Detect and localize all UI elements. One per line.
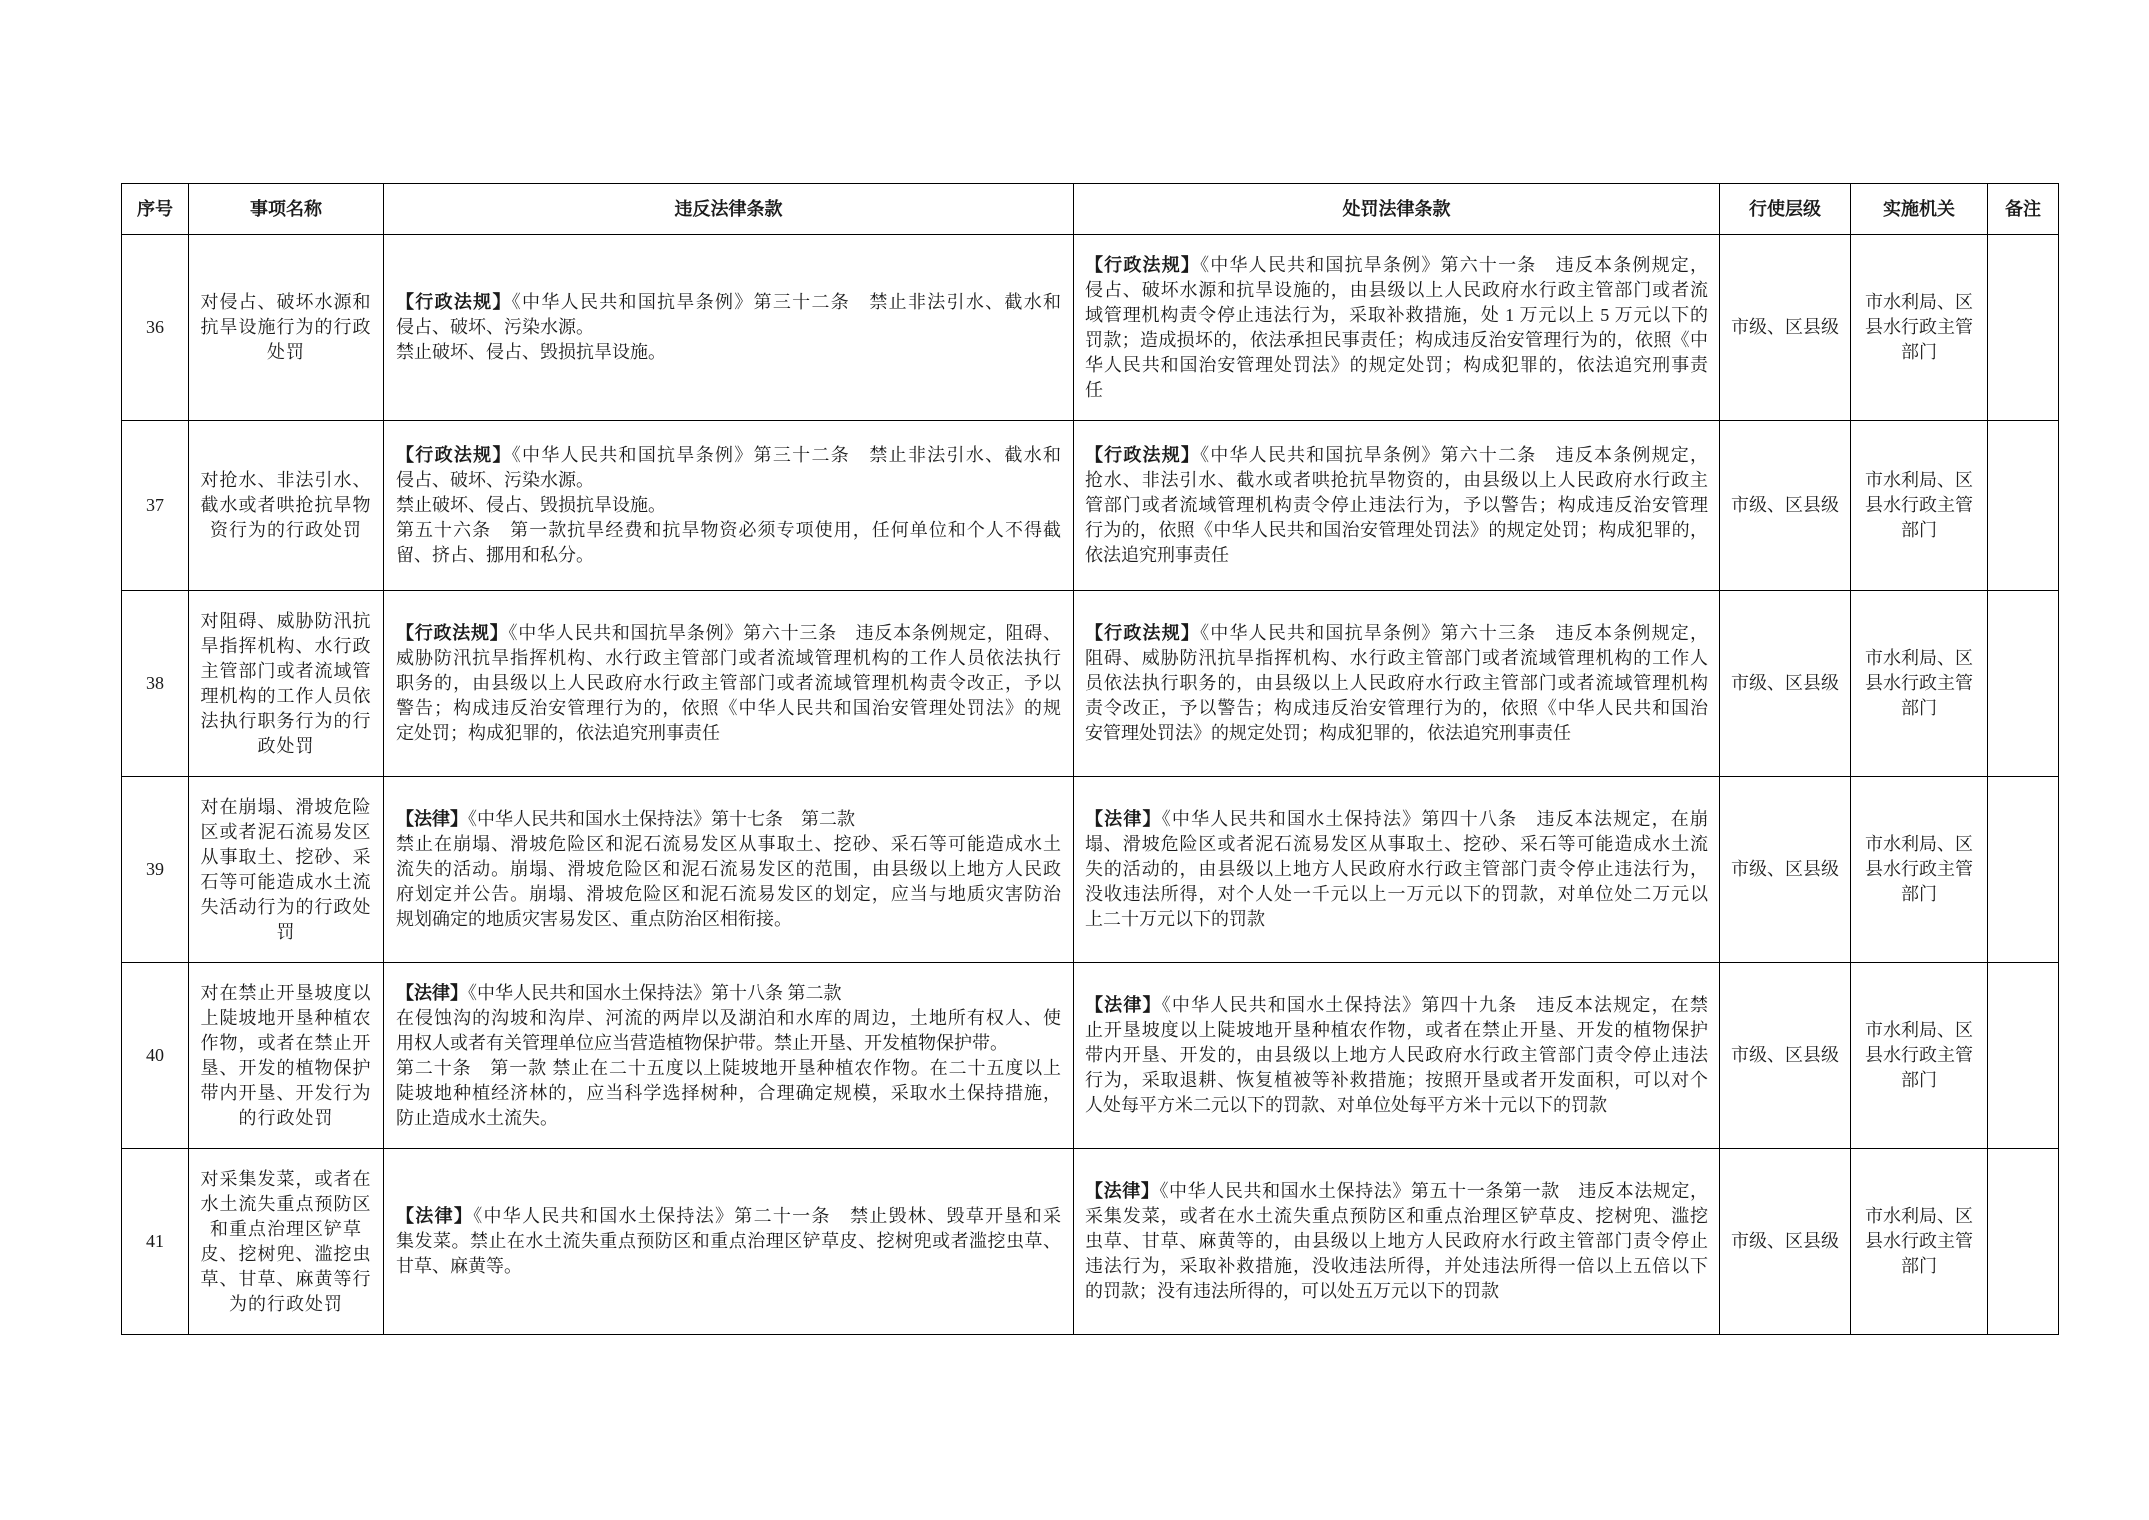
clause-line: [396, 1204, 1061, 1229]
agency-line: 县水行政主管: [1865, 859, 1973, 879]
clause-paragraph: [396, 443, 1061, 493]
header-agency: 实施机关: [1851, 184, 1988, 235]
clause-text: 第二十条 第一款 禁止在二十五度以上陡坡地开垦种植农作物。在二十五度以上: [396, 1057, 1061, 1078]
item-name-line: 皮、挖树兜、滥挖虫: [200, 1243, 372, 1264]
level-value: 市级、区县级: [1731, 859, 1839, 879]
clause-line: [396, 1056, 1061, 1081]
clause-line: [1085, 1179, 1708, 1204]
item-name-line: 为的行政处罚: [229, 1293, 343, 1314]
clause-text: 《中华人民共和国抗旱条例》第三十二条 禁止非法引水、截水和: [511, 292, 1061, 312]
clause-line: [396, 443, 1061, 468]
cell-violation-clause: [384, 591, 1074, 777]
clause-line: [396, 646, 1061, 671]
cell-level: [1720, 777, 1851, 963]
cell-index: [122, 235, 189, 421]
clause-line: [1085, 1229, 1708, 1254]
cell-violation-clause: [384, 1149, 1074, 1335]
cell-index: [122, 421, 189, 591]
clause-line: [396, 340, 1061, 365]
clause-line: [396, 1006, 1061, 1031]
cell-violation-clause: [384, 235, 1074, 421]
cell-penalty-clause: [1074, 421, 1720, 591]
clause-line: [1085, 303, 1708, 328]
clause-text: 阻碍、威胁防汛抗旱指挥机构、水行政主管部门或者流域管理机构的工作人: [1085, 648, 1708, 668]
table-row: [122, 963, 2059, 1149]
law-type-tag: 【法律】: [396, 982, 468, 1003]
clause-text: 上二十万元以下的罚款: [1085, 909, 1265, 929]
item-name-line: 水土流失重点预防区: [200, 1193, 372, 1214]
item-name-line: 对在崩塌、滑坡危险: [200, 796, 372, 817]
cell-agency: [1851, 777, 1988, 963]
cell-item-name: [189, 777, 384, 963]
cell-penalty-clause: [1074, 235, 1720, 421]
clause-line: [396, 543, 1061, 568]
clause-text: 《中华人民共和国水土保持法》第五十一条第一款 违反本法规定，: [1159, 1181, 1709, 1201]
cell-violation-clause: [384, 421, 1074, 591]
clause-paragraph: [396, 832, 1061, 932]
clause-text: 在侵蚀沟的沟坡和沟岸、河流的两岸以及湖泊和水库的周边，土地所有权人、使: [396, 1007, 1061, 1028]
cell-agency: [1851, 1149, 1988, 1335]
agency-line: 市水利局、区: [1865, 648, 1973, 668]
law-type-tag: 【行政法规】: [1085, 254, 1201, 275]
level-value: 市级、区县级: [1731, 317, 1839, 337]
clause-text: 定处罚；构成犯罪的，依法追究刑事责任: [396, 723, 720, 743]
item-name-line: 资行为的行政处罚: [210, 520, 362, 540]
cell-remarks: [1988, 421, 2059, 591]
law-type-tag: 【法律】: [1085, 995, 1162, 1015]
clause-paragraph: [396, 518, 1061, 568]
item-name-line: 垦、开发的植物保护: [200, 1057, 372, 1078]
clause-line: [1085, 353, 1708, 378]
clause-line: [1085, 378, 1708, 403]
item-name-line: 失活动行为的行政处: [200, 896, 372, 917]
cell-agency: [1851, 235, 1988, 421]
clause-line: [396, 832, 1061, 857]
level-value: 市级、区县级: [1731, 673, 1839, 693]
cell-remarks: [1988, 591, 2059, 777]
clause-line: [1085, 807, 1708, 832]
clause-text: 罚款；造成损坏的，依法承担民事责任；构成违反治安管理行为的，依照《中: [1085, 329, 1708, 350]
header-level: 行使层级: [1720, 184, 1851, 235]
clause-text: 依法追究刑事责任: [1085, 545, 1229, 565]
item-name-line: 对抢水、非法引水、: [200, 470, 372, 490]
clause-text: 《中华人民共和国抗旱条例》第六十一条 违反本条例规定，: [1200, 254, 1708, 275]
agency-line: 县水行政主管: [1865, 317, 1973, 337]
clause-line: [396, 696, 1061, 721]
clause-line: [396, 671, 1061, 696]
clause-text: 防止造成水土流失。: [396, 1107, 558, 1128]
table-row: [122, 235, 2059, 421]
clause-paragraph: [396, 807, 1061, 832]
law-type-tag: 【法律】: [396, 1206, 474, 1226]
clause-text: 《中华人民共和国水土保持法》第四十九条 违反本法规定，在禁: [1161, 995, 1708, 1015]
clause-paragraph: [1085, 807, 1708, 932]
clause-line: [1085, 278, 1708, 303]
agency-line: 市水利局、区: [1865, 292, 1973, 312]
clause-line: [1085, 1018, 1708, 1043]
item-name-line: 区或者泥石流易发区: [200, 821, 372, 842]
clause-paragraph: [1085, 1179, 1708, 1304]
item-name-line: 的行政处罚: [238, 1107, 334, 1128]
index-value: 38: [146, 673, 164, 693]
index-value: 41: [146, 1231, 164, 1251]
clause-line: [1085, 543, 1708, 568]
clause-line: [1085, 832, 1708, 857]
header-item-name: 事项名称: [189, 184, 384, 235]
clause-text: 任: [1085, 379, 1103, 400]
clause-text: 失的活动的，由县级以上地方人民政府水行政主管部门责令停止违法行为，: [1085, 859, 1708, 879]
clause-text: 集发菜。禁止在水土流失重点预防区和重点治理区铲草皮、挖树兜或者滥挖虫草、: [396, 1231, 1061, 1251]
agency-line: 部门: [1901, 1256, 1937, 1276]
clause-text: 人处每平方米二元以下的罚款、对单位处每平方米十元以下的罚款: [1085, 1095, 1607, 1115]
clause-text: 《中华人民共和国水土保持法》第二十一条 禁止毁林、毁草开垦和采: [473, 1206, 1062, 1226]
item-name-line: 法执行职务行为的行: [200, 710, 372, 731]
item-name-line: 截水或者哄抢抗旱物: [200, 495, 372, 515]
cell-penalty-clause: [1074, 591, 1720, 777]
clause-text: 《中华人民共和国水土保持法》第十七条 第二款: [468, 809, 855, 829]
clause-line: [1085, 993, 1708, 1018]
law-table: [121, 183, 2059, 1335]
clause-line: [1085, 253, 1708, 278]
clause-line: [396, 857, 1061, 882]
clause-paragraph: [1085, 253, 1708, 403]
header-remarks: 备注: [1988, 184, 2059, 235]
cell-agency: [1851, 591, 1988, 777]
clause-paragraph: [396, 1056, 1061, 1131]
clause-line: [1085, 882, 1708, 907]
clause-text: 行为，采取退耕、恢复植被等补救措施；按照开垦或者开发面积，可以对个: [1085, 1070, 1708, 1090]
header-index: 序号: [122, 184, 189, 235]
clause-text: 止开垦坡度以上陡坡地开垦种植农作物，或者在禁止开垦、开发的植物保护: [1085, 1020, 1708, 1040]
clause-text: 侵占、破坏、污染水源。: [396, 317, 594, 337]
clause-line: [396, 493, 1061, 518]
item-name-line: 主管部门或者流域管: [200, 660, 372, 681]
clause-text: 安管理处罚法》的规定处罚；构成犯罪的，依法追究刑事责任: [1085, 723, 1571, 743]
cell-index: [122, 777, 189, 963]
agency-line: 部门: [1901, 342, 1937, 362]
clause-text: 用权人或者有关管理单位应当营造植物保护带。禁止开垦、开发植物保护带。: [396, 1032, 1008, 1053]
clause-line: [1085, 857, 1708, 882]
cell-item-name: [189, 591, 384, 777]
item-name-line: 政处罚: [257, 735, 315, 756]
clause-line: [396, 981, 1061, 1006]
clause-text: 的罚款；没有违法所得的，可以处五万元以下的罚款: [1085, 1281, 1499, 1301]
law-type-tag: 【法律】: [1085, 809, 1162, 829]
law-type-tag: 【行政法规】: [396, 445, 512, 465]
item-name-line: 对阻碍、威胁防汛抗: [200, 610, 372, 631]
cell-penalty-clause: [1074, 963, 1720, 1149]
cell-agency: [1851, 421, 1988, 591]
cell-level: [1720, 421, 1851, 591]
cell-penalty-clause: [1074, 777, 1720, 963]
cell-agency: [1851, 963, 1988, 1149]
clause-paragraph: [396, 290, 1061, 340]
clause-line: [396, 1031, 1061, 1056]
agency-line: 县水行政主管: [1865, 1045, 1973, 1065]
header-violation-clause: 违反法律条款: [384, 184, 1074, 235]
cell-level: [1720, 1149, 1851, 1335]
table-body: [122, 235, 2059, 1335]
clause-text: 虫草、甘草、麻黄等的，由县级以上地方人民政府水行政主管部门责令停止: [1085, 1231, 1708, 1251]
clause-text: 抢水、非法引水、截水或者哄抢抗旱物资的，由县级以上人民政府水行政主: [1085, 470, 1708, 490]
agency-line: 县水行政主管: [1865, 1231, 1973, 1251]
clause-line: [396, 1081, 1061, 1106]
clause-line: [1085, 671, 1708, 696]
agency-line: 部门: [1901, 520, 1937, 540]
clause-line: [1085, 907, 1708, 932]
clause-paragraph: [396, 340, 1061, 365]
clause-text: 第五十六条 第一款抗旱经费和抗旱物资必须专项使用，任何单位和个人不得截: [396, 520, 1061, 540]
law-type-tag: 【行政法规】: [1085, 623, 1201, 643]
clause-line: [396, 1106, 1061, 1131]
clause-text: 员依法执行职务的，由县级以上人民政府水行政主管部门或者流域管理机构: [1085, 673, 1708, 693]
law-type-tag: 【法律】: [1085, 1181, 1160, 1201]
cell-index: [122, 963, 189, 1149]
clause-line: [1085, 1204, 1708, 1229]
header-row: [122, 184, 2059, 235]
cell-level: [1720, 591, 1851, 777]
table-row: [122, 1149, 2059, 1335]
level-value: 市级、区县级: [1731, 495, 1839, 515]
clause-paragraph: [396, 981, 1061, 1006]
clause-text: 《中华人民共和国抗旱条例》第六十三条 违反本条例规定，: [1200, 623, 1708, 643]
clause-line: [396, 882, 1061, 907]
clause-text: 甘草、麻黄等。: [396, 1256, 522, 1276]
clause-text: 流失的活动。崩塌、滑坡危险区和泥石流易发区的范围，由县级以上地方人民政: [396, 859, 1061, 879]
clause-text: 责令改正，予以警告；构成违反治安管理行为的，依照《中华人民共和国治: [1085, 698, 1708, 718]
agency-line: 市水利局、区: [1865, 470, 1973, 490]
level-value: 市级、区县级: [1731, 1231, 1839, 1251]
clause-line: [1085, 621, 1708, 646]
clause-line: [396, 518, 1061, 543]
clause-line: [1085, 646, 1708, 671]
clause-text: 《中华人民共和国水土保持法》第四十八条 违反本法规定，在崩: [1161, 809, 1708, 829]
index-value: 39: [146, 859, 164, 879]
item-name-line: 草、甘草、麻黄等行: [200, 1268, 372, 1289]
agency-line: 市水利局、区: [1865, 1020, 1973, 1040]
clause-paragraph: [396, 1204, 1061, 1279]
clause-line: [396, 468, 1061, 493]
agency-line: 市水利局、区: [1865, 1206, 1973, 1226]
clause-paragraph: [1085, 621, 1708, 746]
item-name-line: 对采集发菜，或者在: [200, 1168, 372, 1189]
index-value: 36: [146, 317, 164, 337]
index-value: 37: [146, 495, 164, 515]
clause-line: [1085, 1254, 1708, 1279]
clause-line: [1085, 696, 1708, 721]
clause-line: [1085, 1093, 1708, 1118]
item-name-line: 石等可能造成水土流: [200, 871, 372, 892]
cell-level: [1720, 963, 1851, 1149]
clause-paragraph: [396, 493, 1061, 518]
clause-text: 留、挤占、挪用和私分。: [396, 545, 594, 565]
table-header: [122, 184, 2059, 235]
clause-text: 府划定并公告。崩塌、滑坡危险区和泥石流易发区的划定，应当与地质灾害防治: [396, 884, 1061, 904]
clause-line: [1085, 468, 1708, 493]
table-row: [122, 777, 2059, 963]
clause-text: 禁止在崩塌、滑坡危险区和泥石流易发区从事取土、挖砂、采石等可能造成水土: [396, 834, 1061, 854]
cell-level: [1720, 235, 1851, 421]
clause-paragraph: [396, 1006, 1061, 1056]
cell-remarks: [1988, 1149, 2059, 1335]
level-value: 市级、区县级: [1731, 1045, 1839, 1065]
header-penalty-clause: 处罚法律条款: [1074, 184, 1720, 235]
clause-line: [1085, 1068, 1708, 1093]
clause-line: [396, 315, 1061, 340]
clause-text: 禁止破坏、侵占、毁损抗旱设施。: [396, 342, 666, 362]
clause-text: 陡坡地种植经济林的，应当科学选择树种，合理确定规模，采取水土保持措施，: [396, 1082, 1061, 1103]
clause-paragraph: [396, 621, 1061, 746]
clause-paragraph: [1085, 993, 1708, 1118]
item-name-line: 对侵占、破坏水源和: [200, 292, 372, 312]
clause-line: [396, 290, 1061, 315]
clause-text: 规划确定的地质灾害易发区、重点防治区相衔接。: [396, 909, 792, 929]
law-type-tag: 【行政法规】: [396, 292, 512, 312]
table-row: [122, 591, 2059, 777]
item-name-line: 对在禁止开垦坡度以: [200, 982, 372, 1003]
cell-violation-clause: [384, 777, 1074, 963]
clause-text: 警告；构成违反治安管理行为的，依照《中华人民共和国治安管理处罚法》的规: [396, 698, 1061, 718]
cell-item-name: [189, 235, 384, 421]
agency-line: 部门: [1901, 1070, 1937, 1090]
cell-index: [122, 1149, 189, 1335]
clause-text: 行为的，依照《中华人民共和国治安管理处罚法》的规定处罚；构成犯罪的，: [1085, 520, 1708, 540]
agency-line: 部门: [1901, 884, 1937, 904]
clause-text: 带内开垦、开发的，由县级以上地方人民政府水行政主管部门责令停止违法: [1085, 1045, 1708, 1065]
clause-text: 域管理机构责令停止违法行为，采取补救措施，处 1 万元以上 5 万元以下的: [1085, 304, 1708, 325]
clause-line: [1085, 1043, 1708, 1068]
law-type-tag: 【行政法规】: [396, 623, 509, 643]
clause-line: [396, 1254, 1061, 1279]
agency-line: 部门: [1901, 698, 1937, 718]
clause-text: 塌、滑坡危险区或者泥石流易发区从事取土、挖砂、采石等可能造成水土流: [1085, 834, 1708, 854]
clause-text: 侵占、破坏水源和抗旱设施的，由县级以上人民政府水行政主管部门或者流: [1085, 279, 1708, 300]
agency-line: 市水利局、区: [1865, 834, 1973, 854]
clause-line: [1085, 328, 1708, 353]
clause-line: [396, 1229, 1061, 1254]
item-name-line: 处罚: [267, 342, 305, 362]
item-name-line: 带内开垦、开发行为: [200, 1082, 372, 1103]
clause-line: [1085, 721, 1708, 746]
cell-item-name: [189, 421, 384, 591]
clause-text: 没收违法所得，对个人处一千元以上一万元以下的罚款，对单位处二万元以: [1085, 884, 1708, 904]
index-value: 40: [146, 1045, 164, 1065]
clause-text: 《中华人民共和国抗旱条例》第六十二条 违反本条例规定，: [1200, 445, 1708, 465]
cell-item-name: [189, 963, 384, 1149]
cell-penalty-clause: [1074, 1149, 1720, 1335]
item-name-line: 旱指挥机构、水行政: [200, 635, 372, 656]
law-type-tag: 【行政法规】: [1085, 445, 1201, 465]
item-name-line: 抗旱设施行为的行政: [200, 317, 372, 337]
table-row: [122, 421, 2059, 591]
item-name-line: 和重点治理区铲草: [210, 1218, 362, 1239]
clause-text: 《中华人民共和国水土保持法》第十八条 第二款: [468, 982, 842, 1003]
clause-line: [1085, 493, 1708, 518]
cell-violation-clause: [384, 963, 1074, 1149]
agency-line: 县水行政主管: [1865, 495, 1973, 515]
clause-text: 禁止破坏、侵占、毁损抗旱设施。: [396, 495, 666, 515]
law-type-tag: 【法律】: [396, 809, 468, 829]
item-name-line: 上陡坡地开垦种植农: [200, 1007, 372, 1028]
clause-paragraph: [1085, 443, 1708, 568]
clause-text: 采集发菜，或者在水土流失重点预防区和重点治理区铲草皮、挖树兜、滥挖: [1085, 1206, 1708, 1226]
cell-item-name: [189, 1149, 384, 1335]
cell-remarks: [1988, 777, 2059, 963]
clause-text: 威胁防汛抗旱指挥机构、水行政主管部门或者流域管理机构的工作人员依法执行: [396, 648, 1061, 668]
clause-line: [396, 907, 1061, 932]
clause-text: 华人民共和国治安管理处罚法》的规定处罚；构成犯罪的，依法追究刑事责: [1085, 354, 1708, 375]
clause-text: 侵占、破坏、污染水源。: [396, 470, 594, 490]
clause-text: 管部门或者流域管理机构责令停止违法行为，予以警告；构成违反治安管理: [1085, 495, 1708, 515]
clause-text: 《中华人民共和国抗旱条例》第六十三条 违反本条例规定，阻碍、: [508, 623, 1062, 643]
item-name-line: 作物，或者在禁止开: [200, 1032, 372, 1053]
clause-line: [396, 621, 1061, 646]
clause-text: 职务的，由县级以上人民政府水行政主管部门或者流域管理机构责令改正，予以: [396, 673, 1061, 693]
clause-line: [396, 807, 1061, 832]
item-name-line: 理机构的工作人员依: [200, 685, 372, 706]
cell-index: [122, 591, 189, 777]
clause-text: 违法行为，采取补救措施，没收违法所得，并处违法所得一倍以上五倍以下: [1085, 1256, 1708, 1276]
clause-line: [1085, 518, 1708, 543]
clause-line: [1085, 1279, 1708, 1304]
item-name-line: 罚: [276, 921, 296, 942]
cell-remarks: [1988, 235, 2059, 421]
clause-line: [1085, 443, 1708, 468]
item-name-line: 从事取土、挖砂、采: [200, 846, 372, 867]
clause-line: [396, 721, 1061, 746]
agency-line: 县水行政主管: [1865, 673, 1973, 693]
cell-remarks: [1988, 963, 2059, 1149]
clause-text: 《中华人民共和国抗旱条例》第三十二条 禁止非法引水、截水和: [511, 445, 1061, 465]
